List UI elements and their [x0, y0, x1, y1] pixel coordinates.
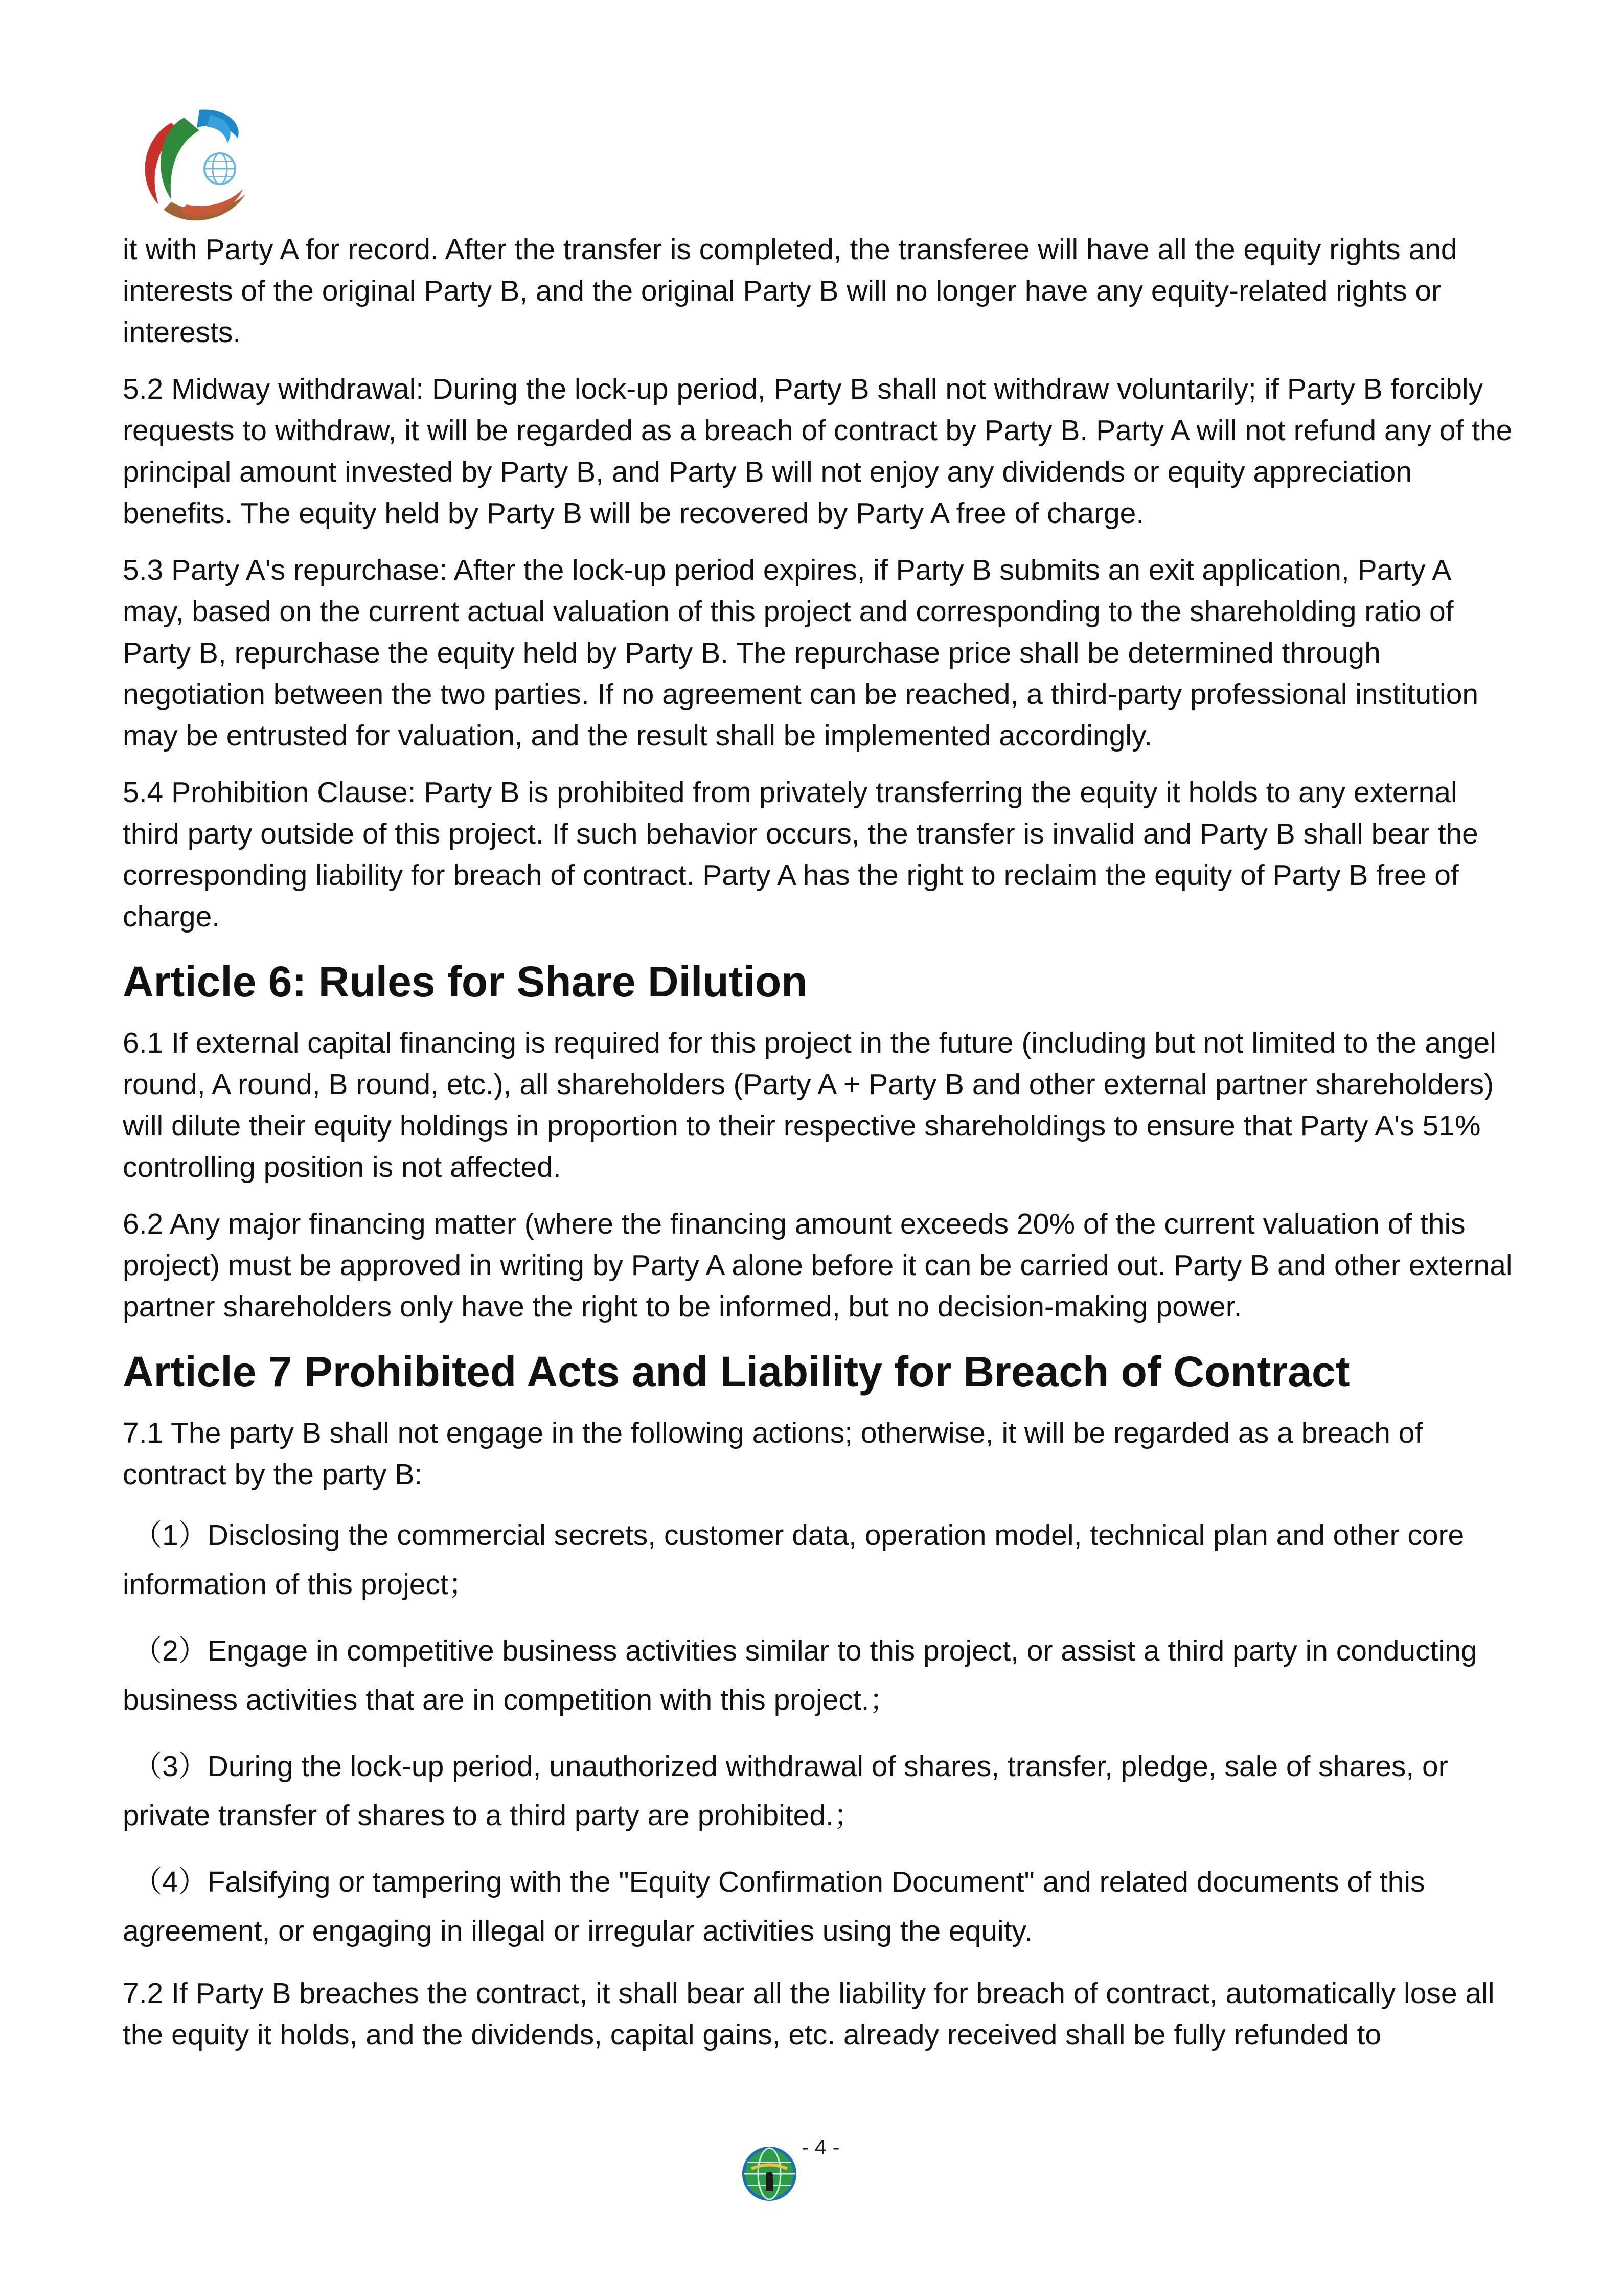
list-item: （2）Engage in competitive business activities similar to this project, or assist a third party in conducting business activities that are in competition with this project.； [123, 1634, 1477, 1716]
page-footer [736, 2134, 889, 2201]
paragraph: 6.2 Any major financing matter (where the financing amount exceeds 20% of the current valuation of this project) must be approved in writing by Party A alone before it can be carried out. Party B and other external partner shareholders only have the right to be informed, but no decision-making power. [123, 1208, 1513, 1323]
list-item: （4）Falsifying or tampering with the "Equity Confirmation Document" and related documents of this agreement, or engaging in illegal or irregular activities using the equity. [123, 1866, 1425, 1947]
paragraph: 5.4 Prohibition Clause: Party B is prohibited from privately transferring the equity it holds to any external third party outside of this project. If such behavior occurs, the transfer is invalid and Party B shall bear the corresponding liability for breach of contract. Party A has the right to reclaim the equity of Party B free of charge. [123, 776, 1478, 933]
list-item: （1）Disclosing the commercial secrets, customer data, operation model, technical plan and other core information of this project； [123, 1519, 1465, 1601]
company-logo-icon [123, 102, 256, 225]
paragraph: 5.3 Party A's repurchase: After the lock-up period expires, if Party B submits an exit application, Party A may, based on the current actual valuation of this project and corresponding to the shareholding ratio of Party B, repurchase the equity held by Party B. The repurchase price shall be determined through negotiation between the two parties. If no agreement can be reached, a third-party professional institution may be entrusted for valuation, and the result shall be implemented accordingly. [123, 554, 1479, 752]
globe-logo-icon [741, 2146, 797, 2202]
paragraph: it with Party A for record. After the transfer is completed, the transferee will have all the equity rights and interests of the original Party B, and the original Party B will no longer have any equity-related rights or interests. [123, 233, 1457, 349]
paragraph: 6.1 If external capital financing is required for this project in the future (including but not limited to the angel round, A round, B round, etc.), all shareholders (Party A + Party B and other external partner shareholders) will dilute their equity holdings in proportion to their respective shareholdings to ensure that Party A's 51% controlling position is not affected. [123, 1027, 1496, 1184]
paragraph: 7.2 If Party B breaches the contract, it shall bear all the liability for breach of contract, automatically lose all the equity it holds, and the dividends, capital gains, etc. already received shall be fully refunded to [123, 1977, 1495, 2051]
list-item: （3）During the lock-up period, unauthorized withdrawal of shares, transfer, pledge, sale of shares, or private transfer of shares to a third party are prohibited.； [123, 1750, 1448, 1832]
document-body [123, 229, 1513, 2071]
section-heading: Article 6: Rules for Share Dilution [123, 958, 808, 1006]
page-number: - 4 - [802, 2135, 840, 2159]
section-heading: Article 7 Prohibited Acts and Liability for Breach of Contract [123, 1348, 1350, 1396]
paragraph: 7.1 The party B shall not engage in the following actions; otherwise, it will be regarded as a breach of contract by the party B: [123, 1417, 1423, 1491]
paragraph: 5.2 Midway withdrawal: During the lock-up period, Party B shall not withdraw voluntarily; if Party B forcibly requests to withdraw, it will be regarded as a breach of contract by Party B. Party A will not refund any of the principal amount invested by Party B, and Party B will not enjoy any dividends or equity appreciation benefits. The equity held by Party B will be recovered by Party A free of charge. [123, 373, 1513, 530]
